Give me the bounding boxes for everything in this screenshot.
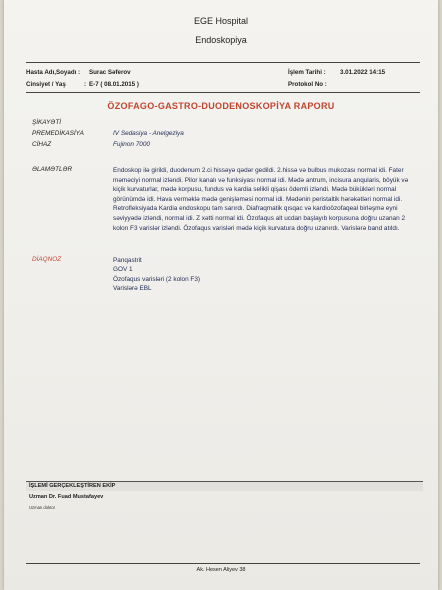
findings-label: ƏLAMƏTLƏR: [32, 166, 73, 173]
procedure-date-label: İşlem Tarihi :: [288, 69, 326, 76]
findings-text: Endoskop ilə girildi, duodenum 2.ci hissəyə qədər gedildi. 2.hissə və bulbus mukozası normal idi. Fater məməciyi normal izləndi. Pilor kanalı və funksiyası normal idi. Mədə antrum, incisura anqularis, böyük və kiçik kurvaturlar, mədə korpusu, fundus və kardia selikli qişası ödemli izləndi. Mədə bükükləri normal görünümdə idi. Hava verməklə mədə genişləməsi normal idi. Mədənin peristaltik hərəkətləri normal idi. Retrofleksiyada Kardia endoskopu tam sarırdı. Diafraqmatik qısqac və kardioözofaqeal birləşmə eyni səviyyədə izləndi, normal idi. Z xətti normal idi. Özofaqus alt ucdan başlayıb korpusuna doğru uzanan 2 kolon F3 varislər izləndi. Özofaqus varisləri mədə kiçik kurvatura doğru uzanırdı. Varislərə band atıldı.: [113, 167, 409, 232]
report-page: [4, 0, 438, 590]
diagnosis-label: DİAQNOZ: [32, 256, 62, 263]
sex-age-value: E-7 ( 08.01.2015 ): [89, 81, 139, 88]
department-name: Endoskopiya: [195, 35, 247, 45]
premedication-value: IV Sedasiya - Anelgeziya: [113, 130, 184, 137]
complaint-label: ŞİKAYƏTİ: [32, 119, 62, 126]
signature-caption: Uzman doktor: [29, 505, 56, 510]
divider: [26, 62, 420, 63]
diagnosis-item: Panqastrit: [113, 257, 142, 264]
diagnosis-item: GOV 1: [113, 266, 133, 274]
team-header: İŞLEMİ GERÇEKLEŞTİREN EKİP: [26, 481, 423, 491]
diagnosis-item: Özofaqus varisləri (2 kolon F3): [113, 275, 201, 283]
patient-name-label: Hasta Adı,Soyadı :: [26, 69, 81, 76]
diagnosis-item: Varislərə EBL: [113, 285, 152, 293]
hospital-name: EGE Hospital: [193, 16, 249, 26]
divider: [26, 563, 420, 564]
patient-name: Surac Səferov: [89, 69, 131, 76]
divider: [26, 92, 420, 93]
doctor-name: Uzman Dr. Fuad Mustafayev: [29, 494, 104, 500]
protocol-label: Protokol No :: [288, 81, 327, 88]
diagnosis-list: [113, 256, 200, 294]
sex-age-separator: :: [84, 81, 87, 88]
footer-address: Ak. Hesen Aliyev 38: [196, 567, 246, 573]
device-value: Fujinon 7000: [113, 141, 150, 148]
premedication-label: PREMEDİKASİYA: [32, 130, 84, 137]
procedure-date: 3.01.2022 14:15: [340, 69, 386, 76]
device-label: CİHAZ: [32, 141, 52, 148]
sex-age-label: Cinsiyet / Yaş: [26, 81, 66, 88]
report-title: ÖZOFAGO-GASTRO-DUODENOSKOPİYA RAPORU: [107, 101, 335, 111]
